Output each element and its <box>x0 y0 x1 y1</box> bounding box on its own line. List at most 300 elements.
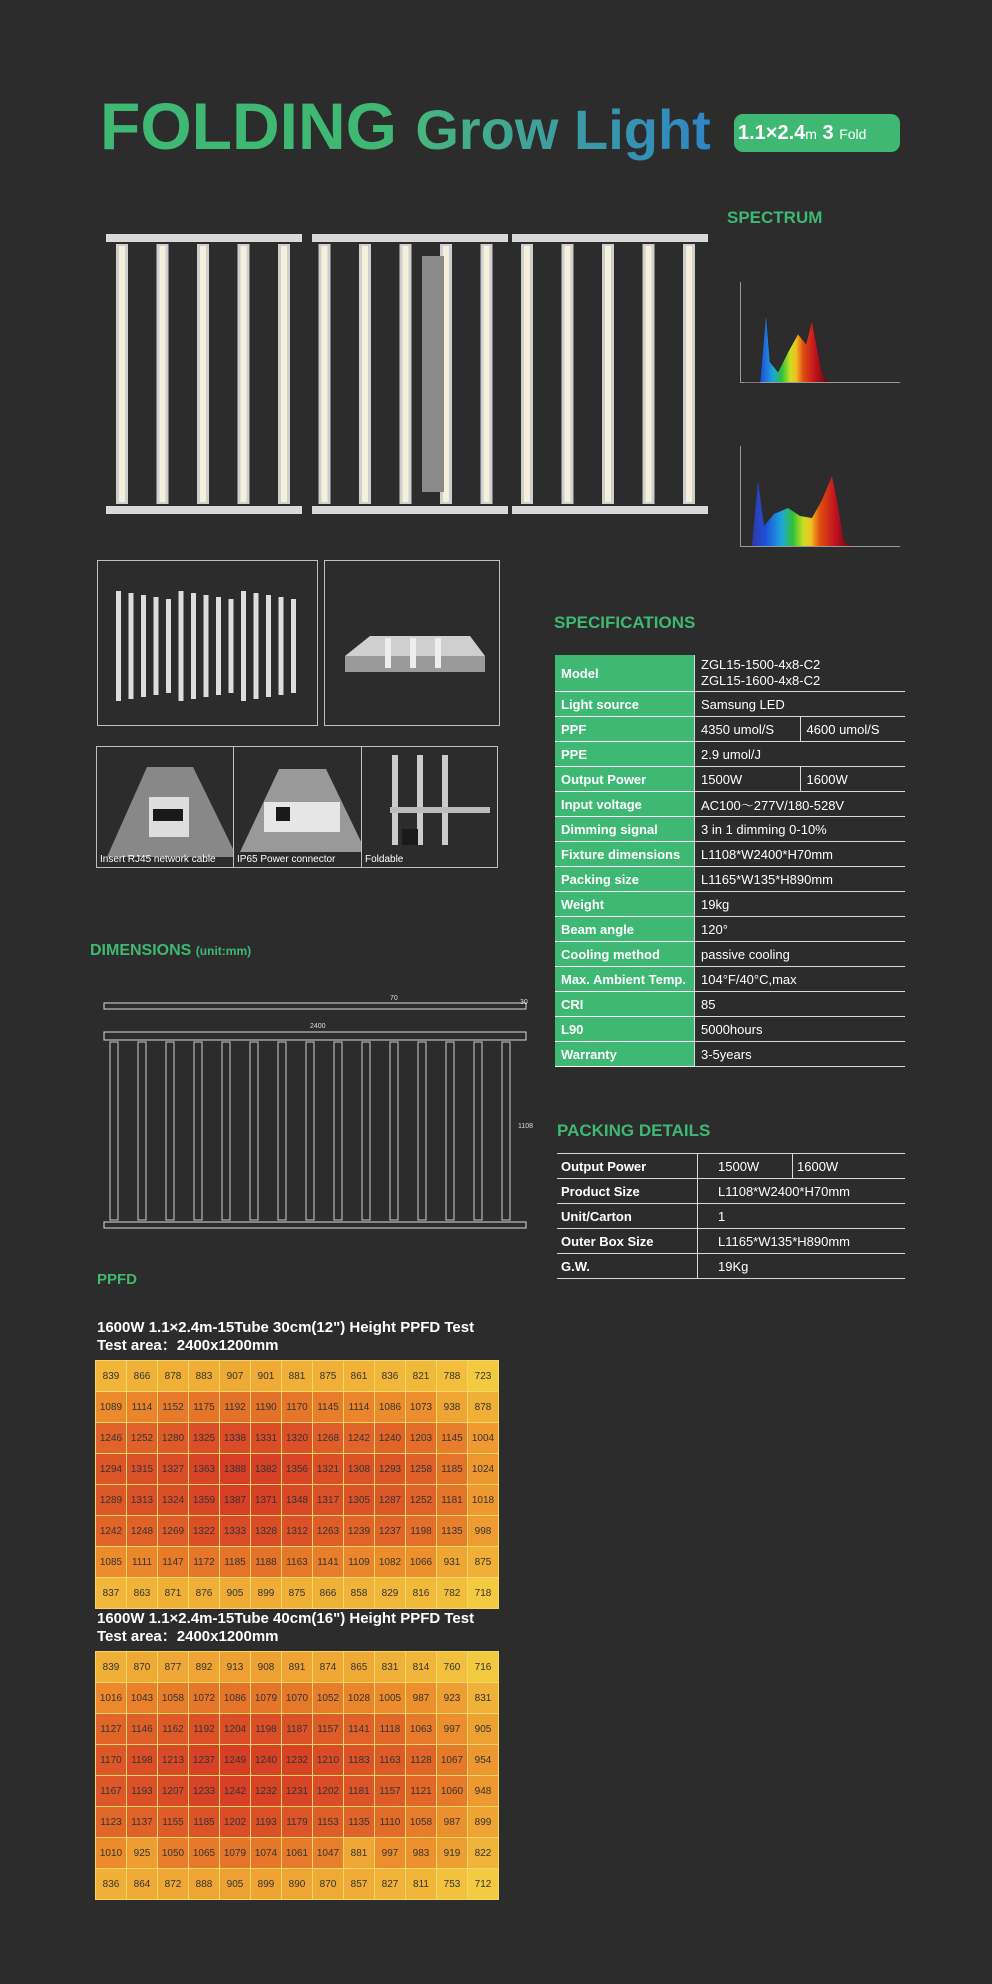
spec-row <box>555 792 905 817</box>
ppfd-cell: 1043 <box>127 1683 157 1713</box>
led-strip <box>524 246 530 502</box>
ppfd-cell: 892 <box>189 1652 219 1682</box>
spec-key: Output Power <box>555 767 695 792</box>
spec-value: 104°F/40°C,max <box>695 967 906 992</box>
ppfd-cell: 874 <box>313 1652 343 1682</box>
ppfd-cell: 1145 <box>437 1423 467 1453</box>
ppfd-cell: 1333 <box>220 1516 250 1546</box>
ppfd-cell: 1242 <box>220 1776 250 1806</box>
folded-led-bar <box>166 599 171 693</box>
dim-led-bar <box>110 1042 118 1220</box>
spec-key: PPF <box>555 717 695 742</box>
ppfd-cell: 931 <box>437 1547 467 1577</box>
ppfd-cell: 827 <box>375 1869 405 1899</box>
spec-row <box>555 1017 905 1042</box>
spec-value-line: ZGL15-1500-4x8-C2 <box>701 657 821 672</box>
ppfd-cell: 1387 <box>220 1485 250 1515</box>
ppfd-cell: 948 <box>468 1776 498 1806</box>
ppfd-cell: 1005 <box>375 1683 405 1713</box>
spec-key: Packing size <box>555 867 695 892</box>
ppfd-cell: 1198 <box>406 1516 436 1546</box>
ppfd-cell: 883 <box>189 1361 219 1391</box>
ppfd-cell: 1185 <box>189 1807 219 1837</box>
ppfd-cell: 1181 <box>437 1485 467 1515</box>
ppfd-cell: 1325 <box>189 1423 219 1453</box>
ppfd-cell: 1128 <box>406 1745 436 1775</box>
ppfd-cell: 1153 <box>313 1807 343 1837</box>
ppfd-cell: 1135 <box>344 1807 374 1837</box>
ppfd-cell: 875 <box>313 1361 343 1391</box>
ppfd-cell: 876 <box>189 1578 219 1608</box>
spec-key: PPE <box>555 742 695 767</box>
ppfd-cell: 1240 <box>251 1745 281 1775</box>
ppfd-cell: 1010 <box>96 1838 126 1868</box>
ppfd-cell: 1231 <box>282 1776 312 1806</box>
driver-box <box>422 256 444 492</box>
folded-led-bar <box>204 595 209 697</box>
dimensions-unit: (unit:mm) <box>195 944 252 958</box>
ppfd-cell: 913 <box>220 1652 250 1682</box>
ppfd-cell: 1127 <box>96 1714 126 1744</box>
ppfd-cell: 760 <box>437 1652 467 1682</box>
packing-value: 19Kg <box>698 1254 906 1279</box>
ppfd-cell: 839 <box>96 1652 126 1682</box>
ppfd-cell: 1085 <box>96 1547 126 1577</box>
frame-rail-bottom <box>106 506 302 514</box>
ppfd-cell: 954 <box>468 1745 498 1775</box>
dim-side-label: 30 <box>520 999 528 1006</box>
ppfd-cell: 1146 <box>127 1714 157 1744</box>
ppfd-cell: 1028 <box>344 1683 374 1713</box>
ppfd-cell: 1065 <box>189 1838 219 1868</box>
badge-fold-number: 3 <box>822 122 834 144</box>
folded-led-bar <box>116 591 121 701</box>
ppfd-cell: 1242 <box>344 1423 374 1453</box>
ppfd-cell: 1067 <box>437 1745 467 1775</box>
spec-value: 2.9 umol/J <box>695 742 906 767</box>
ppfd-cell: 1388 <box>220 1454 250 1484</box>
led-strip <box>119 246 125 502</box>
ppfd-cell: 1202 <box>220 1807 250 1837</box>
specifications-heading: SPECIFICATIONS <box>554 613 696 632</box>
dim-led-bar <box>306 1042 314 1220</box>
spec-row <box>555 717 905 742</box>
ppfd-cell: 1155 <box>158 1807 188 1837</box>
ppfd-cell: 983 <box>406 1838 436 1868</box>
spectrum-heading: SPECTRUM <box>727 208 823 227</box>
dim-width-label: 1108 <box>518 1123 534 1130</box>
spec-row <box>555 817 905 842</box>
ppfd-cell: 987 <box>406 1683 436 1713</box>
ppfd-heatmap-2 <box>95 1651 499 1900</box>
ppfd-cell: 863 <box>127 1578 157 1608</box>
spec-row <box>555 917 905 942</box>
spec-key: Dimming signal <box>555 817 695 842</box>
spectrum-chart-1 <box>732 272 904 394</box>
spec-value: L1165*W135*H890mm <box>695 867 906 892</box>
dimensions-heading <box>90 942 251 960</box>
spec-value: AC100～277V/180-528V <box>695 792 906 817</box>
ppfd-cell: 877 <box>158 1652 188 1682</box>
spec-key: Warranty <box>555 1042 695 1067</box>
title-grow-light: Grow Light <box>415 98 711 161</box>
packing-heading: PACKING DETAILS <box>557 1121 711 1140</box>
spec-key: Beam angle <box>555 917 695 942</box>
ppfd-cell: 712 <box>468 1869 498 1899</box>
ppfd-cell: 1213 <box>158 1745 188 1775</box>
folded-led-bar <box>154 597 159 695</box>
ppfd-cell: 1242 <box>96 1516 126 1546</box>
dim-led-bar <box>278 1042 286 1220</box>
ppfd-cell: 1246 <box>96 1423 126 1453</box>
ppfd-cell: 1079 <box>220 1838 250 1868</box>
dimensions-title: DIMENSIONS <box>90 942 192 959</box>
ppfd-cell: 1179 <box>282 1807 312 1837</box>
ppfd-cell: 829 <box>375 1578 405 1608</box>
ppfd-cell: 899 <box>251 1578 281 1608</box>
ppfd-cell: 1193 <box>251 1807 281 1837</box>
led-strip <box>200 246 206 502</box>
ppfd-cell: 899 <box>251 1869 281 1899</box>
ppfd-cell: 1118 <box>375 1714 405 1744</box>
ppfd-cell: 1193 <box>127 1776 157 1806</box>
ppfd-cell: 1185 <box>220 1547 250 1577</box>
ppfd-cell: 1268 <box>313 1423 343 1453</box>
spec-key: Weight <box>555 892 695 917</box>
ppfd-cell: 1328 <box>251 1516 281 1546</box>
ppfd-cell: 1086 <box>220 1683 250 1713</box>
ppfd-cell: 1157 <box>375 1776 405 1806</box>
spec-row <box>555 992 905 1017</box>
ppfd-cell: 782 <box>437 1578 467 1608</box>
frame-rail-top <box>312 234 508 242</box>
ppfd-cell: 1086 <box>375 1392 405 1422</box>
spec-key: Cooling method <box>555 942 695 967</box>
spec-row <box>555 655 905 692</box>
ppfd-cell: 723 <box>468 1361 498 1391</box>
spec-value-line: ZGL15-1600-4x8-C2 <box>701 673 821 688</box>
ppfd-cell: 836 <box>375 1361 405 1391</box>
ppfd-cell: 1239 <box>344 1516 374 1546</box>
ppfd-cell: 822 <box>468 1838 498 1868</box>
ppfd-cell: 1210 <box>313 1745 343 1775</box>
ppfd-cell: 1121 <box>406 1776 436 1806</box>
foldable-image <box>362 747 498 868</box>
ppfd-cell: 1232 <box>282 1745 312 1775</box>
packing-key: G.W. <box>557 1254 698 1279</box>
ppfd-cell: 1382 <box>251 1454 281 1484</box>
ppfd-cell: 1074 <box>251 1838 281 1868</box>
ppfd-cell: 1317 <box>313 1485 343 1515</box>
ppfd-cell: 1163 <box>375 1745 405 1775</box>
folded-led-bar <box>279 597 284 695</box>
ppfd-cell: 891 <box>282 1652 312 1682</box>
ppfd-cell: 837 <box>96 1578 126 1608</box>
spectrum-chart-2 <box>732 436 904 558</box>
ppfd-cell: 861 <box>344 1361 374 1391</box>
ppfd-cell: 1152 <box>158 1392 188 1422</box>
ppfd-cell: 1371 <box>251 1485 281 1515</box>
dim-led-bar <box>334 1042 342 1220</box>
ppfd-cell: 1123 <box>96 1807 126 1837</box>
ppfd-cell: 1072 <box>189 1683 219 1713</box>
packing-row <box>557 1229 905 1254</box>
frame-rail-bottom <box>512 506 708 514</box>
ppfd-cell: 875 <box>282 1578 312 1608</box>
led-strip <box>686 246 692 502</box>
ppfd-cell: 923 <box>437 1683 467 1713</box>
ppfd-cell: 1192 <box>189 1714 219 1744</box>
page-title <box>100 88 711 164</box>
spec-row <box>555 742 905 767</box>
ppfd-cell: 1172 <box>189 1547 219 1577</box>
badge-fold: Fold <box>839 126 867 142</box>
ppfd-cell: 821 <box>406 1361 436 1391</box>
ppfd-cell: 907 <box>220 1361 250 1391</box>
ppfd-cell: 870 <box>127 1652 157 1682</box>
spec-value: passive cooling <box>695 942 906 967</box>
spec-value: 120° <box>695 917 906 942</box>
caption-power-connector: IP65 Power connector <box>237 854 336 865</box>
dim-led-bar <box>222 1042 230 1220</box>
spec-row <box>555 767 905 792</box>
ppfd-cell: 1060 <box>437 1776 467 1806</box>
power-connector-image <box>234 747 371 868</box>
ppfd-cell: 1252 <box>127 1423 157 1453</box>
ppfd-cell: 811 <box>406 1869 436 1899</box>
ppfd-cell: 871 <box>158 1578 188 1608</box>
dim-led-bar <box>390 1042 398 1220</box>
ppfd-cell: 1114 <box>127 1392 157 1422</box>
spec-row <box>555 1042 905 1067</box>
spec-value: 85 <box>695 992 906 1017</box>
folded-led-bar <box>141 595 146 697</box>
ppfd-cell: 1145 <box>313 1392 343 1422</box>
folded-view-image <box>98 561 318 726</box>
ppfd-test2-area: Test area：2400x1200mm <box>97 1628 279 1645</box>
spec-value-2: 1600W <box>800 767 905 792</box>
ppfd-cell: 1198 <box>251 1714 281 1744</box>
ppfd-cell: 1203 <box>406 1423 436 1453</box>
dim-led-bar <box>250 1042 258 1220</box>
spec-key: L90 <box>555 1017 695 1042</box>
led-strip <box>605 246 611 502</box>
ppfd-cell: 1157 <box>313 1714 343 1744</box>
ppfd-cell: 1252 <box>406 1485 436 1515</box>
ppfd-cell: 1004 <box>468 1423 498 1453</box>
ppfd-cell: 878 <box>468 1392 498 1422</box>
rj45-panel <box>96 746 242 868</box>
ppfd-cell: 1170 <box>282 1392 312 1422</box>
packing-row <box>557 1254 905 1279</box>
ppfd-cell: 905 <box>220 1578 250 1608</box>
ppfd-cell: 1047 <box>313 1838 343 1868</box>
ppfd-cell: 1258 <box>406 1454 436 1484</box>
ppfd-cell: 1280 <box>158 1423 188 1453</box>
folded-led-bar <box>191 593 196 699</box>
spec-value-2: 4600 umol/S <box>800 717 905 742</box>
ppfd-cell: 814 <box>406 1652 436 1682</box>
spec-key: Model <box>555 655 695 692</box>
ppfd-cell: 816 <box>406 1578 436 1608</box>
packing-key: Outer Box Size <box>557 1229 698 1254</box>
ppfd-cell: 875 <box>468 1547 498 1577</box>
ppfd-cell: 1063 <box>406 1714 436 1744</box>
dim-led-bar <box>362 1042 370 1220</box>
dim-height-label: 70 <box>390 995 398 1002</box>
spec-value: L1108*W2400*H70mm <box>695 842 906 867</box>
led-strip <box>403 246 409 502</box>
spec-key: CRI <box>555 992 695 1017</box>
led-strip <box>160 246 166 502</box>
dim-led-bar <box>446 1042 454 1220</box>
ppfd-cell: 1359 <box>189 1485 219 1515</box>
spec-row <box>555 867 905 892</box>
ppfd-cell: 858 <box>344 1578 374 1608</box>
ppfd-cell: 1348 <box>282 1485 312 1515</box>
ppfd-cell: 1190 <box>251 1392 281 1422</box>
ppfd-cell: 1181 <box>344 1776 374 1806</box>
power-connector-panel <box>233 746 371 868</box>
product-image-main <box>104 232 710 518</box>
ppfd-cell: 905 <box>220 1869 250 1899</box>
ppfd-cell: 865 <box>344 1652 374 1682</box>
dim-led-bar <box>474 1042 482 1220</box>
ppfd-cell: 872 <box>158 1869 188 1899</box>
ppfd-cell: 1058 <box>406 1807 436 1837</box>
ppfd-cell: 1263 <box>313 1516 343 1546</box>
packing-value-2: 1600W <box>793 1154 906 1179</box>
ppfd-cell: 1293 <box>375 1454 405 1484</box>
ppfd-cell: 857 <box>344 1869 374 1899</box>
ppfd-cell: 1240 <box>375 1423 405 1453</box>
led-strip <box>322 246 328 502</box>
spec-value: 3-5years <box>695 1042 906 1067</box>
ppfd-cell: 888 <box>189 1869 219 1899</box>
spec-row <box>555 942 905 967</box>
ppfd-cell: 1202 <box>313 1776 343 1806</box>
ppfd-cell: 901 <box>251 1361 281 1391</box>
led-strip <box>281 246 287 502</box>
ppfd-cell: 908 <box>251 1652 281 1682</box>
ppfd-cell: 1114 <box>344 1392 374 1422</box>
packing-value: 1 <box>698 1204 906 1229</box>
spec-value <box>695 655 906 692</box>
ppfd-cell: 1287 <box>375 1485 405 1515</box>
packing-row <box>557 1179 905 1204</box>
ppfd-heading: PPFD <box>97 1271 138 1288</box>
ppfd-cell: 1327 <box>158 1454 188 1484</box>
badge-size: 1.1×2.4 <box>738 122 806 144</box>
ppfd-cell: 1110 <box>375 1807 405 1837</box>
ppfd-cell: 997 <box>375 1838 405 1868</box>
ppfd-test1-title: 1600W 1.1×2.4m-15Tube 30cm(12") Height PPFD Test <box>97 1319 475 1336</box>
ppfd-cell: 1175 <box>189 1392 219 1422</box>
folded-led-bar <box>216 597 221 695</box>
spec-value: 5000hours <box>695 1017 906 1042</box>
ppfd-cell: 1167 <box>96 1776 126 1806</box>
side-view-panel <box>324 560 500 726</box>
frame-rail-top <box>512 234 708 242</box>
ppfd-cell: 1050 <box>158 1838 188 1868</box>
ppfd-cell: 1147 <box>158 1547 188 1577</box>
ppfd-cell: 1289 <box>96 1485 126 1515</box>
ppfd-cell: 1141 <box>313 1547 343 1577</box>
ppfd-cell: 1356 <box>282 1454 312 1484</box>
ppfd-cell: 1269 <box>158 1516 188 1546</box>
ppfd-cell: 1070 <box>282 1683 312 1713</box>
spec-key: Light source <box>555 692 695 717</box>
spec-row <box>555 692 905 717</box>
ppfd-cell: 1237 <box>189 1745 219 1775</box>
ppfd-cell: 881 <box>282 1361 312 1391</box>
ppfd-cell: 788 <box>437 1361 467 1391</box>
ppfd-cell: 1162 <box>158 1714 188 1744</box>
ppfd-cell: 998 <box>468 1516 498 1546</box>
dim-led-bar <box>194 1042 202 1220</box>
ppfd-cell: 1320 <box>282 1423 312 1453</box>
ppfd-cell: 1331 <box>251 1423 281 1453</box>
ppfd-cell: 831 <box>375 1652 405 1682</box>
spec-row <box>555 842 905 867</box>
ppfd-cell: 1016 <box>96 1683 126 1713</box>
ppfd-cell: 1183 <box>344 1745 374 1775</box>
dim-led-bar <box>502 1042 510 1220</box>
ppfd-cell: 1089 <box>96 1392 126 1422</box>
spec-value: 19kg <box>695 892 906 917</box>
ppfd-cell: 1249 <box>220 1745 250 1775</box>
ppfd-cell: 919 <box>437 1838 467 1868</box>
spec-value: 3 in 1 dimming 0-10% <box>695 817 906 842</box>
folded-led-bar <box>291 599 296 693</box>
ppfd-cell: 1363 <box>189 1454 219 1484</box>
dim-led-bar <box>418 1042 426 1220</box>
spec-row <box>555 892 905 917</box>
spec-row <box>555 967 905 992</box>
packing-key: Product Size <box>557 1179 698 1204</box>
ppfd-cell: 905 <box>468 1714 498 1744</box>
ppfd-cell: 890 <box>282 1869 312 1899</box>
packing-table <box>557 1153 905 1279</box>
packing-row <box>557 1204 905 1229</box>
ppfd-cell: 1338 <box>220 1423 250 1453</box>
ppfd-cell: 1204 <box>220 1714 250 1744</box>
dim-length-label: 2400 <box>310 1023 326 1030</box>
folded-led-bar <box>254 593 259 699</box>
ppfd-cell: 1109 <box>344 1547 374 1577</box>
ppfd-cell: 1305 <box>344 1485 374 1515</box>
spec-key: Fixture dimensions <box>555 842 695 867</box>
packing-key: Unit/Carton <box>557 1204 698 1229</box>
spec-value: 4350 umol/S <box>695 717 801 742</box>
ppfd-cell: 1308 <box>344 1454 374 1484</box>
ppfd-cell: 1321 <box>313 1454 343 1484</box>
ppfd-cell: 718 <box>468 1578 498 1608</box>
ppfd-cell: 1312 <box>282 1516 312 1546</box>
ppfd-cell: 1187 <box>282 1714 312 1744</box>
ppfd-cell: 753 <box>437 1869 467 1899</box>
rj45-image <box>97 747 242 868</box>
ppfd-cell: 899 <box>468 1807 498 1837</box>
folded-led-bar <box>229 599 234 693</box>
ppfd-cell: 1324 <box>158 1485 188 1515</box>
spec-value: 1500W <box>695 767 801 792</box>
packing-key: Output Power <box>557 1154 698 1179</box>
ppfd-cell: 1066 <box>406 1547 436 1577</box>
folded-led-bar <box>179 591 184 701</box>
ppfd-cell: 878 <box>158 1361 188 1391</box>
led-strip <box>565 246 571 502</box>
